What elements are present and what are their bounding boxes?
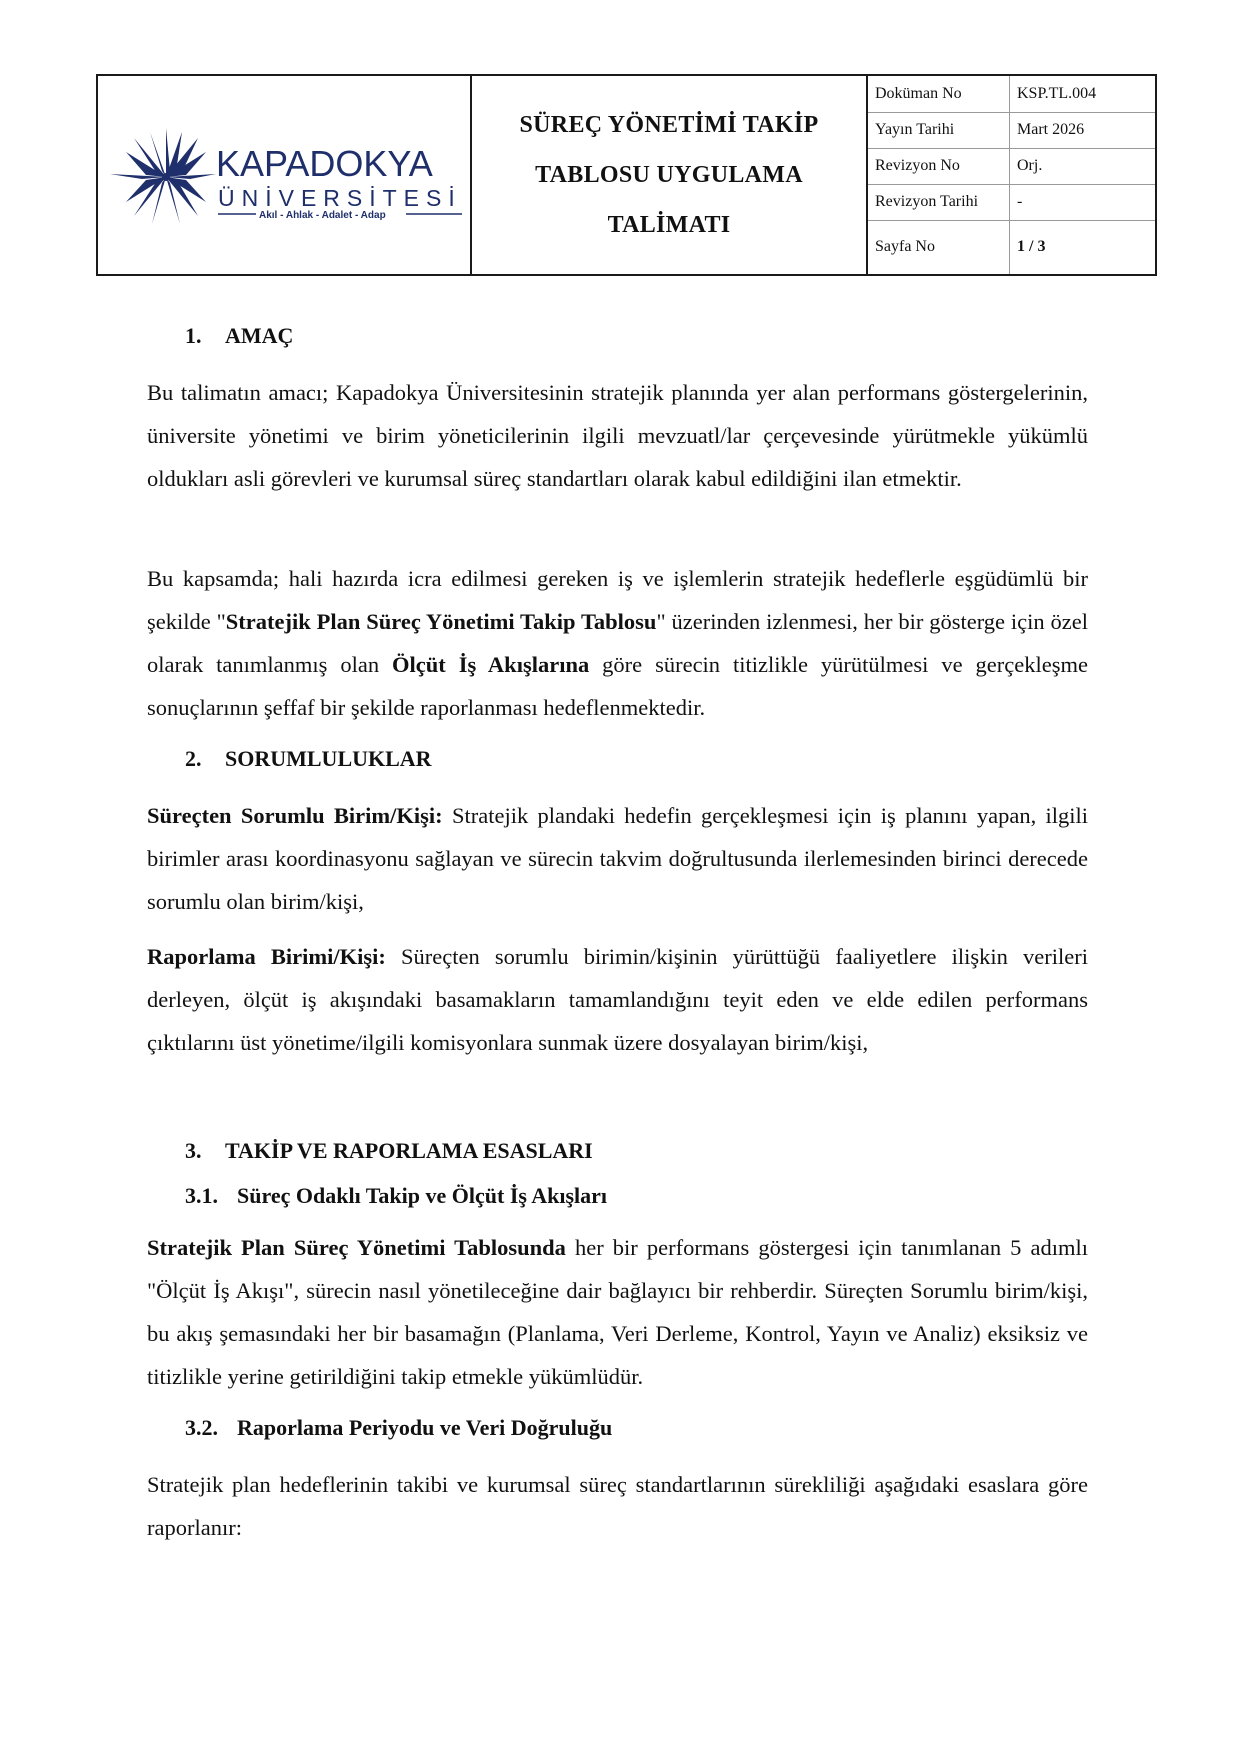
logo-name-line2: ÜNİVERSİTESİ <box>218 185 462 211</box>
subsection-title: Süreç Odaklı Takip ve Ölçüt İş Akışları <box>237 1183 608 1208</box>
section-title: TAKİP VE RAPORLAMA ESASLARI <box>225 1138 593 1163</box>
title-cell <box>472 76 868 274</box>
term-label: Süreçten Sorumlu Birim/Kişi: <box>147 803 443 828</box>
meta-label: Doküman No <box>868 76 1010 112</box>
paragraph-purpose-2 <box>147 557 1088 729</box>
meta-value: Mart 2026 <box>1010 112 1156 148</box>
meta-value: Orj. <box>1010 148 1156 184</box>
meta-label: Sayfa No <box>868 220 1010 274</box>
section-heading-1 <box>185 323 293 349</box>
term-label: Raporlama Birimi/Kişi: <box>147 944 386 969</box>
section-title: AMAÇ <box>225 323 294 348</box>
document-title <box>520 100 819 250</box>
meta-row-page-no <box>868 220 1155 274</box>
subsection-number: 3.2. <box>185 1415 218 1440</box>
text-run: " üzerinden izlenmesi, her bir gösterge için özel olarak tanımlanmış olan <box>147 609 1088 677</box>
section-number: 2. <box>185 746 202 771</box>
section-number: 1. <box>185 323 202 348</box>
subsection-heading-3-1 <box>185 1183 607 1209</box>
meta-value: KSP.TL.004 <box>1010 76 1156 112</box>
title-line: SÜREÇ YÖNETİMİ TAKİP <box>519 112 819 138</box>
meta-label: Revizyon Tarihi <box>868 184 1010 220</box>
logo-cell <box>98 76 472 274</box>
text-run: göre sürecin titizlikle yürütülmesi ve gerçekleşme sonuçlarının şeffaf bir şekilde raporlanması hedeflenmektedir. <box>147 652 1088 720</box>
section-title: SORUMLULUKLAR <box>225 746 432 771</box>
meta-row-revision-no <box>868 148 1155 184</box>
text-run-bold: Stratejik Plan Süreç Yönetimi Tablosunda <box>147 1235 566 1260</box>
meta-value: 1 / 3 <box>1010 220 1156 274</box>
meta-row-document-no <box>868 76 1155 112</box>
meta-value: - <box>1010 184 1156 220</box>
section-heading-2 <box>185 746 432 772</box>
text-run: Bu kapsamda; hali hazırda icra edilmesi gereken iş ve işlemlerin stratejik hedeflerle eşgüdümlü bir şekilde " <box>147 566 1088 634</box>
title-line: TALİMATI <box>607 212 731 238</box>
text-run-bold: Stratejik Plan Süreç Yönetimi Takip Tablosu <box>225 609 657 634</box>
paragraph-purpose-1: Bu talimatın amacı; Kapadokya Üniversitesinin stratejik planında yer alan performans göstergelerinin, üniversite yönetimi ve birim yöneticilerinin ilgili mevzuatl/lar çerçevesinde yürütmekle yükümlü oldukları asli görevleri ve kurumsal süreç standartları olarak kabul edildiğini ilan etmektir. <box>147 380 1088 491</box>
meta-cell <box>868 76 1155 274</box>
subsection-number: 3.1. <box>185 1183 218 1208</box>
paragraph-reporting-unit <box>147 935 1088 1064</box>
paragraph-reporting-period: Stratejik plan hedeflerinin takibi ve kurumsal süreç standartlarının sürekliliği aşağıdaki esaslara göre raporlanır: <box>147 1472 1088 1540</box>
text-run: Süreçten sorumlu birimin/kişinin yürüttüğü faaliyetlere ilişkin verileri derleyen, ölçüt iş akışındaki basamakların tamamlandığını teyit eden ve elde edilen performans çıktılarını üst yönetime/ilgili komisyonlara sunmak üzere dosyalayan birim/kişi, <box>147 944 1088 1055</box>
meta-row-revision-date <box>868 184 1155 220</box>
document-meta-table <box>868 76 1155 274</box>
section-heading-3 <box>185 1138 593 1164</box>
meta-row-publish-date <box>868 112 1155 148</box>
logo-motto: Akıl - Ahlak - Adalet - Adap <box>259 210 386 221</box>
title-line: TABLOSU UYGULAMA <box>535 162 803 188</box>
meta-label: Revizyon No <box>868 148 1010 184</box>
text-run-bold: Ölçüt İş Akışlarına <box>392 652 590 677</box>
logo-name-line1: KAPADOKYA <box>216 143 433 184</box>
paragraph-workflow <box>147 1226 1088 1398</box>
text-run: her bir performans göstergesi için tanımlanan 5 adımlı "Ölçüt İş Akışı", sürecin nasıl yönetileceğine dair bağlayıcı bir rehberdir. Süreçten Sorumlu birim/kişi, bu akış şemasındaki her bir basamağın (Planlama, Veri Derleme, Kontrol, Yayın ve Analiz) eksiksiz ve titizlikle yerine getirildiğini takip etmekle yükümlüdür. <box>147 1235 1088 1389</box>
meta-label: Yayın Tarihi <box>868 112 1010 148</box>
subsection-heading-3-2 <box>185 1415 612 1441</box>
section-number: 3. <box>185 1138 202 1163</box>
subsection-title: Raporlama Periyodu ve Veri Doğruluğu <box>237 1415 613 1440</box>
document-header <box>96 74 1157 276</box>
text-run: Stratejik plandaki hedefin gerçekleşmesi için iş planını yapan, ilgili birimler arası koordinasyonu sağlayan ve sürecin takvim doğrultusunda ilerlemesinden birinci derecede sorumlu olan birim/kişi, <box>147 803 1088 914</box>
university-logo <box>106 122 466 232</box>
paragraph-responsible-unit <box>147 794 1088 923</box>
